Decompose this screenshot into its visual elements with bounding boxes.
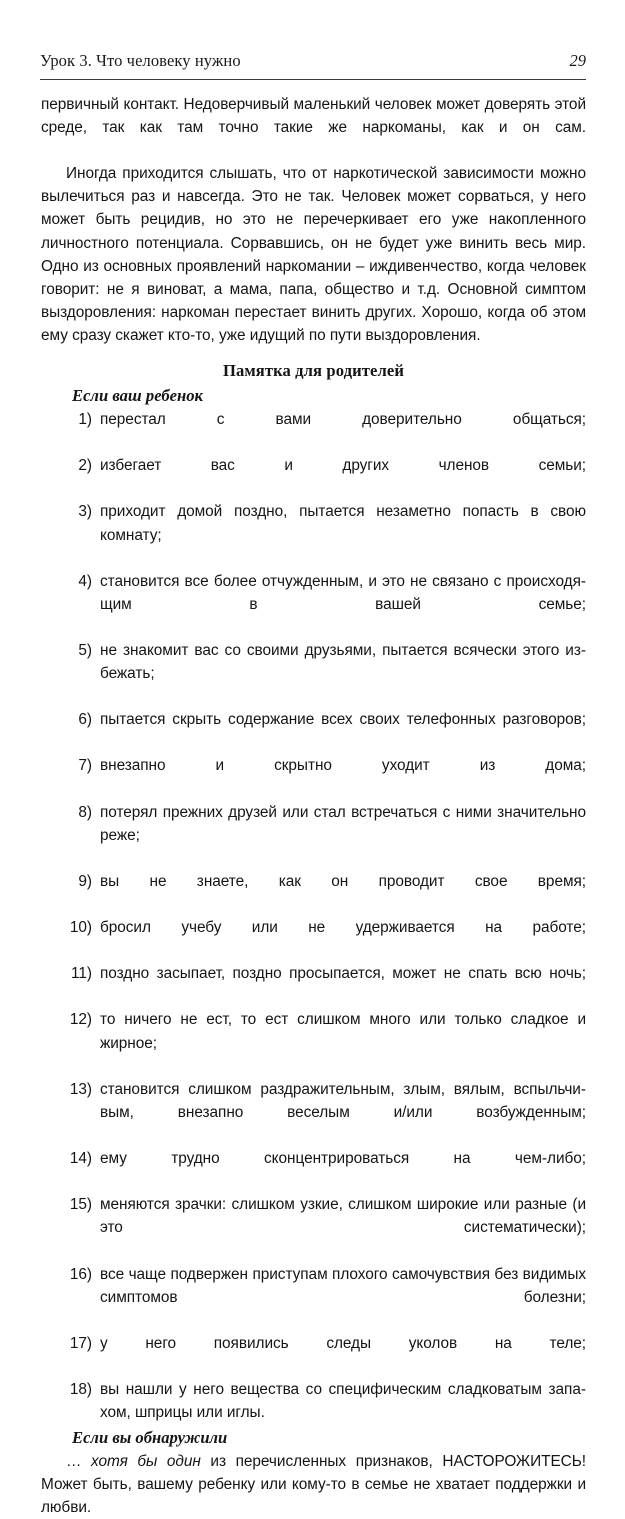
warning-signs-list — [41, 408, 586, 1424]
closing-paragraph — [41, 1450, 586, 1519]
warning-sign-item — [41, 1008, 586, 1077]
warning-sign-text: бросил учебу или не удерживается на работе; — [100, 919, 586, 937]
warning-sign-item — [41, 408, 586, 454]
warning-sign-item — [41, 962, 586, 1008]
warning-sign-text: пытается скрыть содержание всех своих телефонных разговоров; — [100, 711, 586, 729]
header-divider — [40, 79, 586, 80]
warning-sign-text: становится слишком раздражительным, злым, вялым, вспыльчивым, внезапно веселым и/или возбужденным; — [100, 1080, 586, 1121]
warning-sign-number: 13) — [69, 1080, 92, 1098]
warning-sign-text: не знакомит вас со своими друзьями, пытается всячески этого избежать; — [100, 641, 586, 683]
warning-sign-text: перестал с вами доверительно общаться; — [100, 411, 586, 429]
warning-sign-text: ему трудно сконцентрироваться на чем-либо; — [100, 1150, 586, 1168]
warning-sign-number: 4) — [78, 572, 92, 590]
warning-sign-item — [41, 916, 586, 962]
warning-sign-item — [41, 1193, 586, 1262]
warning-sign-text: то ничего не ест, то ест слишком много или только сладкое и жирное; — [100, 1011, 586, 1052]
closing-rest: из перечисленных признаков, НАСТОРОЖИТЕСЬ! Может быть, вашему ребенку или кому-то в семье не хватает поддержки и любви. — [41, 1453, 586, 1517]
warning-sign-text: приходит домой поздно, пытается незаметно попасть в свою комнату; — [100, 503, 586, 544]
warning-sign-item — [41, 570, 586, 639]
warning-sign-number: 6) — [78, 711, 92, 729]
warning-sign-text: вы нашли у него вещества со специфическим сладковатым запахом, шприцы или иглы. — [100, 1380, 586, 1422]
running-head — [40, 52, 586, 70]
warning-sign-item — [41, 870, 586, 916]
page-content — [41, 93, 586, 1519]
warning-sign-number: 17) — [69, 1334, 92, 1352]
warning-sign-item — [41, 1078, 586, 1147]
warning-sign-number: 3) — [78, 503, 92, 521]
warning-sign-item — [41, 1147, 586, 1193]
memo-subtitle-found: Если вы обнаружили — [72, 1428, 228, 1448]
warning-sign-number: 14) — [69, 1150, 92, 1168]
warning-sign-number: 5) — [78, 641, 92, 659]
page-number: 29 — [569, 51, 586, 70]
warning-sign-number: 11) — [71, 965, 92, 983]
warning-sign-text: у него появились следы уколов на теле; — [100, 1334, 586, 1352]
warning-sign-text: вы не знаете, как он проводит свое время; — [100, 872, 586, 890]
memo-title: Памятка для родителей — [222, 361, 405, 381]
warning-sign-text: внезапно и скрытно уходит из дома; — [100, 757, 586, 775]
warning-sign-number: 1) — [78, 411, 92, 429]
warning-sign-item — [41, 801, 586, 870]
warning-sign-item — [41, 1263, 586, 1332]
warning-sign-number: 15) — [69, 1196, 92, 1214]
warning-sign-number: 16) — [69, 1265, 92, 1283]
warning-sign-text: потерял прежних друзей или стал встречаться с ними значительно реже; — [100, 803, 586, 844]
warning-sign-text: поздно засыпает, поздно просыпается, может не спать всю ночь; — [100, 965, 586, 983]
warning-sign-text: все чаще подвержен приступам плохого самочувствия без видимых симптомов болезни; — [100, 1265, 586, 1306]
warning-sign-number: 2) — [78, 457, 92, 475]
warning-sign-number: 8) — [78, 803, 92, 821]
warning-sign-number: 12) — [69, 1011, 92, 1029]
warning-sign-item — [41, 754, 586, 800]
warning-sign-text: меняются зрачки: слишком узкие, слишком широкие или разные (и это систематически); — [100, 1196, 586, 1237]
memo-subtitle-child: Если ваш ребенок — [72, 386, 203, 406]
warning-sign-item — [41, 639, 586, 708]
warning-sign-item — [41, 500, 586, 569]
closing-emphasis: хотя бы один — [90, 1453, 201, 1471]
warning-sign-number: 10) — [69, 919, 92, 937]
warning-sign-number: 9) — [78, 872, 92, 890]
paragraph-relapse: Иногда приходится слышать, что от наркотической зависимости можно вылечиться раз и навсегда. Это не так. Человек может сорваться, у него может быть рецидив, но это не перечеркивает его уже накопленного личностного потенциала. Сорвавшись, он не будет уже винить весь мир. Одно из основных проявлений наркомании – иждивенчество, когда человек говорит: не я виноват, а мама, папа, общество и т.д. Основной симптом выздоровления: наркоман перестает винить других. Хорошо, когда об этом ему сразу скажет кто-то, уже идущий по пути выздоровления. — [41, 165, 586, 344]
warning-sign-item — [41, 454, 586, 500]
warning-sign-number: 18) — [69, 1380, 92, 1398]
paragraph-continuation: первичный контакт. Недоверчивый маленький человек может доверять этой среде, так как там точно такие же наркоманы, как и он сам. — [41, 96, 586, 137]
running-head-title: Урок 3. Что человеку нужно — [40, 51, 241, 70]
closing-lead: … — [66, 1453, 91, 1471]
warning-sign-item — [41, 1332, 586, 1378]
warning-sign-item — [41, 708, 586, 754]
warning-sign-number: 7) — [78, 757, 92, 775]
warning-sign-text: избегает вас и других членов семьи; — [100, 457, 586, 475]
warning-sign-item — [41, 1378, 586, 1424]
warning-sign-text: становится все более отчужденным, и это не связано с происходящим в вашей семье; — [100, 572, 586, 613]
